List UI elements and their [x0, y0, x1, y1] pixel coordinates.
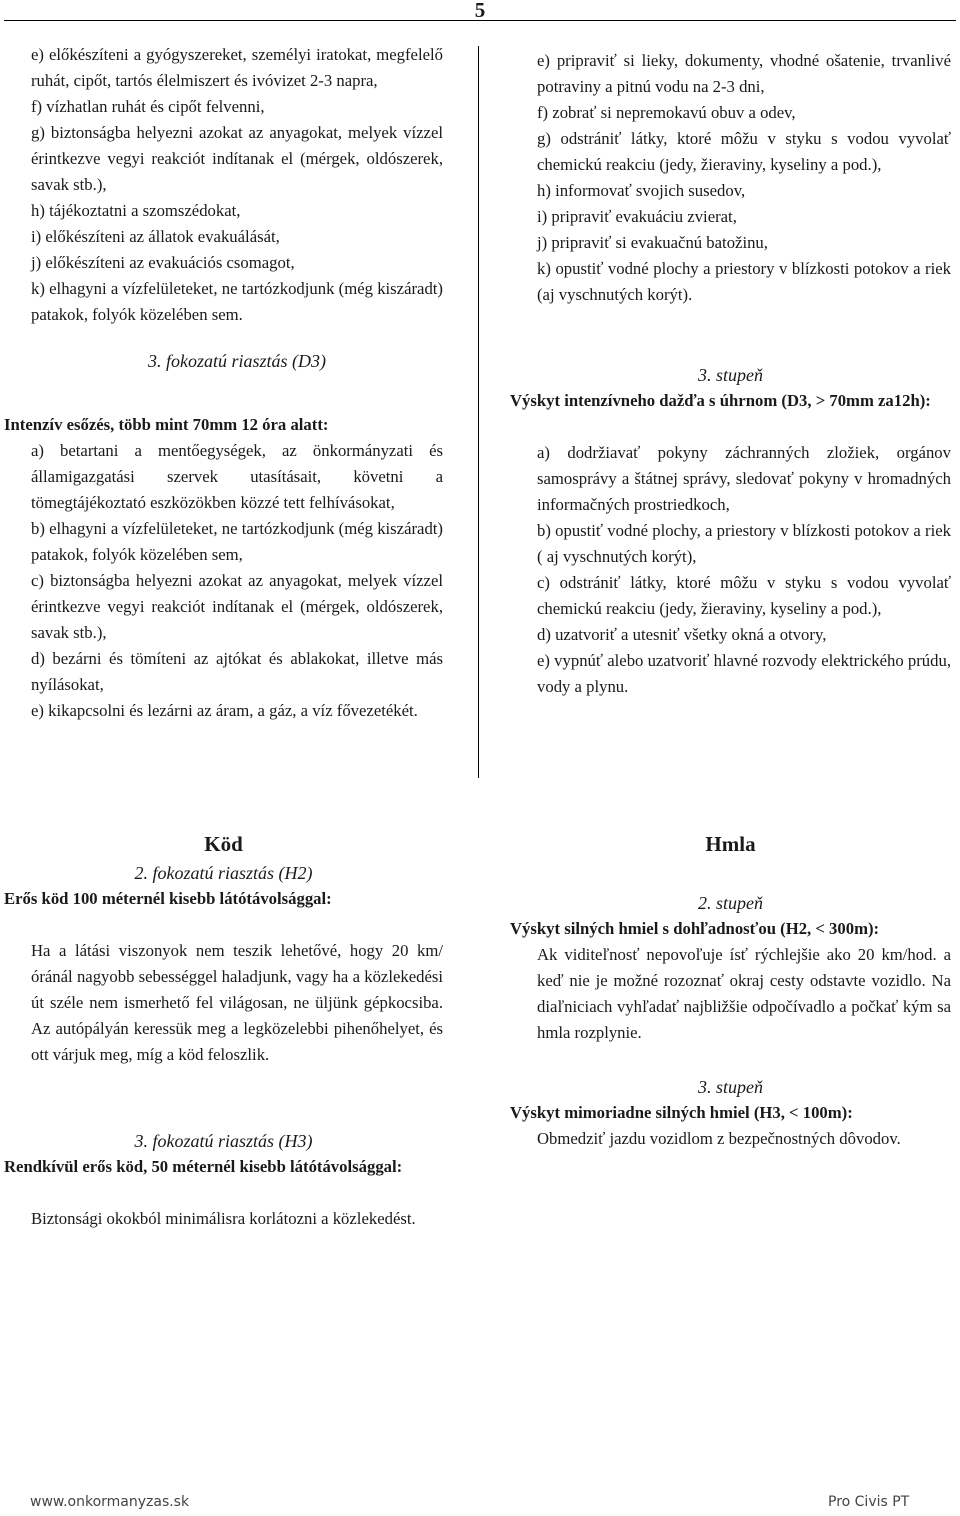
section-lead: Výskyt silných hmiel s dohľadnosťou (H2, < 300m):: [510, 919, 880, 938]
fog-sk-h3-text: [537, 1126, 951, 1152]
list-item: e) pripraviť si lieky, dokumenty, vhodné ošatenie, trvanlivé potraviny a pitnú vodu na 2-3 dni,: [537, 51, 951, 96]
section-heading: 3. stupeň: [698, 1077, 763, 1097]
section-lead: Výskyt mimoriadne silných hmiel (H3, < 100m):: [510, 1103, 853, 1122]
left-top-list-2: [31, 438, 443, 724]
paragraph: Obmedziť jazdu vozidlom z bezpečnostných dôvodov.: [537, 1129, 901, 1148]
paragraph: Biztonsági okokból minimálisra korlátozni a közlekedést.: [31, 1209, 416, 1228]
list-item: i) előkészíteni az állatok evakuálását,: [31, 227, 280, 246]
list-item: e) kikapcsolni és lezárni az áram, a gáz, a víz fővezetékét.: [31, 701, 418, 720]
header-rule: [4, 20, 956, 21]
fog-sk-h3-block: [510, 1074, 951, 1126]
list-item: c) odstrániť látky, ktoré môžu v styku s vodou vyvolať chemickú reakciu (jedy, žieraviny, kyseliny a pod.),: [537, 573, 951, 618]
section-heading: 3. fokozatú riasztás (H3): [134, 1131, 313, 1151]
fog-hu-h3-block: [4, 1128, 443, 1180]
column-divider: [478, 46, 479, 778]
paragraph: Ha a látási viszonyok nem teszik lehetővé, hogy 20 km/óránál nagyobb sebességgel haladjunk, vagy ha a közlekedési út széle nem ismerhető fel világosan, ne üljünk gépkocsiba. Az autópályán keressük meg a legközelebbi pihenőhelyet, és ott várjuk meg, míg a köd feloszlik.: [31, 941, 443, 1064]
section-title-fog-hu: Köd: [204, 832, 243, 856]
fog-hu-h2-text: [31, 938, 443, 1068]
section-heading: 3. fokozatú riasztás (D3): [147, 351, 326, 371]
list-item: i) pripraviť evakuáciu zvierat,: [537, 207, 737, 226]
list-item: h) informovať svojich susedov,: [537, 181, 746, 200]
list-item: d) bezárni és tömíteni az ajtókat és ablakokat, illetve más nyílásokat,: [31, 649, 443, 694]
list-item: h) tájékoztatni a szomszédokat,: [31, 201, 241, 220]
section-title-fog-sk: Hmla: [705, 832, 756, 856]
section-lead: Rendkívül erős köd, 50 méternél kisebb látótávolsággal:: [4, 1157, 403, 1176]
list-item: j) előkészíteni az evakuációs csomagot,: [31, 253, 295, 272]
fog-hu-h2-block: [4, 860, 443, 912]
footer-website: www.onkormanyzas.sk: [30, 1494, 190, 1510]
right-heading-block: [510, 362, 951, 414]
list-item: k) elhagyni a vízfelületeket, ne tartózkodjunk (még kiszáradt) patakok, folyók közelében sem.: [31, 279, 443, 324]
left-top-column: [31, 42, 443, 374]
fog-hu-h3-text: [31, 1206, 443, 1232]
list-item: b) opustiť vodné plochy, a priestory v blízkosti potokov a riek ( aj vyschnutých korýt),: [537, 521, 951, 566]
list-item: a) betartani a mentőegységek, az önkormányzati és államigazgatási szervek utasításait, követni a tömegtájékoztató eszközökben közzé tett felhívásokat,: [31, 441, 443, 512]
list-item: f) zobrať si nepremokavú obuv a odev,: [537, 103, 796, 122]
fog-sk-h2-block: [510, 890, 951, 942]
section-lead: Intenzív esőzés, több mint 70mm 12 óra alatt:: [4, 415, 329, 434]
section-heading: 2. stupeň: [698, 893, 763, 913]
paragraph: Ak viditeľnosť nepovoľuje ísť rýchlejšie ako 20 km/hod. a keď nie je možné rozoznať okraj cesty odstavte vozidlo. Na diaľniciach vyhľadať najbližšie odpočívadlo a počkať kým sa hmla rozplynie.: [537, 945, 951, 1042]
section-lead: Výskyt intenzívneho dažďa s úhrnom (D3, > 70mm za12h):: [510, 391, 931, 410]
right-top-list-2: [537, 440, 951, 700]
section-heading: 3. stupeň: [698, 365, 763, 385]
list-item: e) előkészíteni a gyógyszereket, személyi iratokat, megfelelő ruhát, cipőt, tartós élelmiszert és ivóvizet 2-3 napra,: [31, 45, 443, 90]
section-lead: Erős köd 100 méternél kisebb látótávolsággal:: [4, 889, 332, 908]
list-item: b) elhagyni a vízfelületeket, ne tartózkodjunk (még kiszáradt) patakok, folyók közelében sem,: [31, 519, 443, 564]
list-item: e) vypnúť alebo uzatvoriť hlavné rozvody elektrického prúdu, vody a plynu.: [537, 651, 951, 696]
fog-sk-h2-text: [537, 942, 951, 1046]
left-lead-block: [4, 412, 443, 438]
page-number: 5: [474, 0, 486, 22]
list-item: a) dodržiavať pokyny záchranných zložiek, orgánov samosprávy a štátnej správy, sledovať pokyny v hromadných informačných prostriedkoch,: [537, 443, 951, 514]
section-heading: 2. fokozatú riasztás (H2): [134, 863, 313, 883]
footer-organization: Pro Civis PT: [828, 1494, 910, 1510]
list-item: j) pripraviť si evakuačnú batožinu,: [537, 233, 768, 252]
list-item: k) opustiť vodné plochy a priestory v blízkosti potokov a riek (aj vyschnutých korýt).: [537, 259, 951, 304]
list-item: d) uzatvoriť a utesniť všetky okná a otvory,: [537, 625, 827, 644]
right-top-column: [537, 48, 951, 308]
list-item: g) odstrániť látky, ktoré môžu v styku s vodou vyvolať chemickú reakciu (jedy, žieraviny, kyseliny a pod.),: [537, 129, 951, 174]
list-item: c) biztonságba helyezni azokat az anyagokat, melyek vízzel érintkezve vegyi reakciót indítanak el (mérgek, oldószerek, savak stb.),: [31, 571, 443, 642]
list-item: f) vízhatlan ruhát és cipőt felvenni,: [31, 97, 265, 116]
list-item: g) biztonságba helyezni azokat az anyagokat, melyek vízzel érintkezve vegyi reakciót indítanak el (mérgek, oldószerek, savak stb.),: [31, 123, 443, 194]
